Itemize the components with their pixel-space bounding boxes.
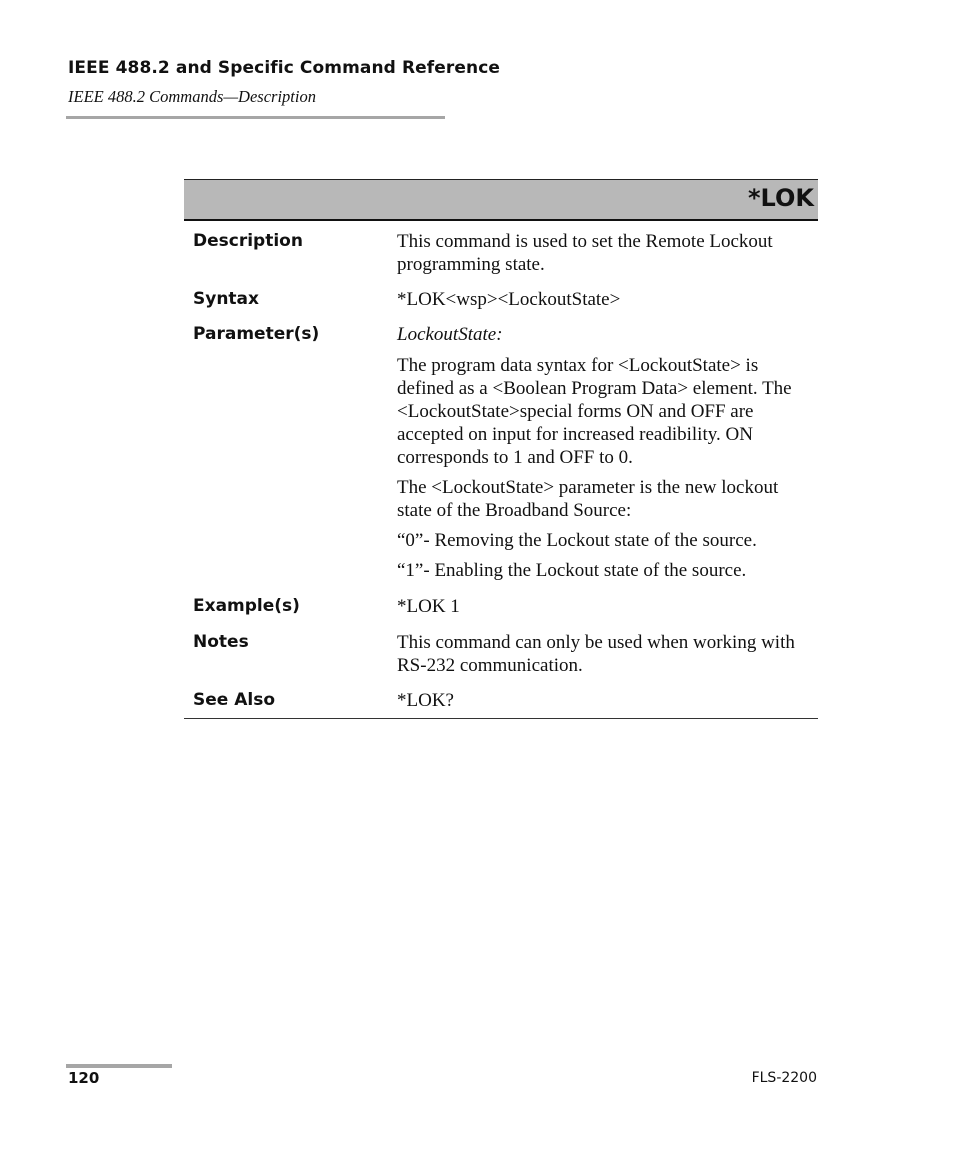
parameter-value-1: “1”- Enabling the Lockout state of the source. — [397, 560, 747, 581]
header-divider — [66, 116, 445, 119]
page-header-subtitle: IEEE 488.2 Commands—Description — [68, 87, 316, 106]
parameters-label: Parameter(s) — [193, 324, 320, 344]
examples-text: *LOK 1 — [397, 596, 460, 617]
notes-value — [397, 631, 815, 677]
see-also-text: *LOK? — [397, 690, 454, 711]
table-bottom-rule — [184, 718, 818, 719]
parameters-paragraph-4 — [397, 559, 815, 582]
page-header-title: IEEE 488.2 and Specific Command Reference — [68, 58, 501, 78]
examples-value — [397, 595, 815, 618]
parameters-paragraph-1 — [397, 354, 815, 469]
see-also-value — [397, 689, 815, 712]
parameters-paragraph-3 — [397, 529, 815, 552]
parameters-value — [397, 323, 815, 346]
notes-label: Notes — [193, 632, 249, 652]
parameter-name: LockoutState: — [397, 324, 503, 345]
command-title-bar — [184, 179, 818, 221]
description-text: This command is used to set the Remote Lockout programming state. — [397, 231, 773, 275]
syntax-label: Syntax — [193, 289, 259, 309]
description-value — [397, 230, 815, 276]
parameter-description: The program data syntax for <LockoutState> is defined as a <Boolean Program Data> element. The <LockoutState>special forms ON and OFF are accepted on input for increased readibility. ON corresponds to 1 and OFF to 0. — [397, 355, 792, 468]
syntax-text: *LOK<wsp><LockoutState> — [397, 289, 621, 310]
see-also-label: See Also — [193, 690, 276, 710]
description-label: Description — [193, 231, 303, 251]
syntax-value — [397, 288, 815, 311]
product-name: FLS-2200 — [751, 1070, 817, 1086]
footer-divider — [66, 1064, 172, 1068]
parameter-state-text: The <LockoutState> parameter is the new lockout state of the Broadband Source: — [397, 477, 779, 521]
examples-label: Example(s) — [193, 596, 300, 616]
page-number: 120 — [68, 1069, 100, 1087]
parameter-value-0: “0”- Removing the Lockout state of the source. — [397, 530, 757, 551]
notes-text: This command can only be used when working with RS-232 communication. — [397, 632, 795, 676]
parameters-paragraph-2 — [397, 476, 815, 522]
command-name: *LOK — [748, 184, 814, 212]
